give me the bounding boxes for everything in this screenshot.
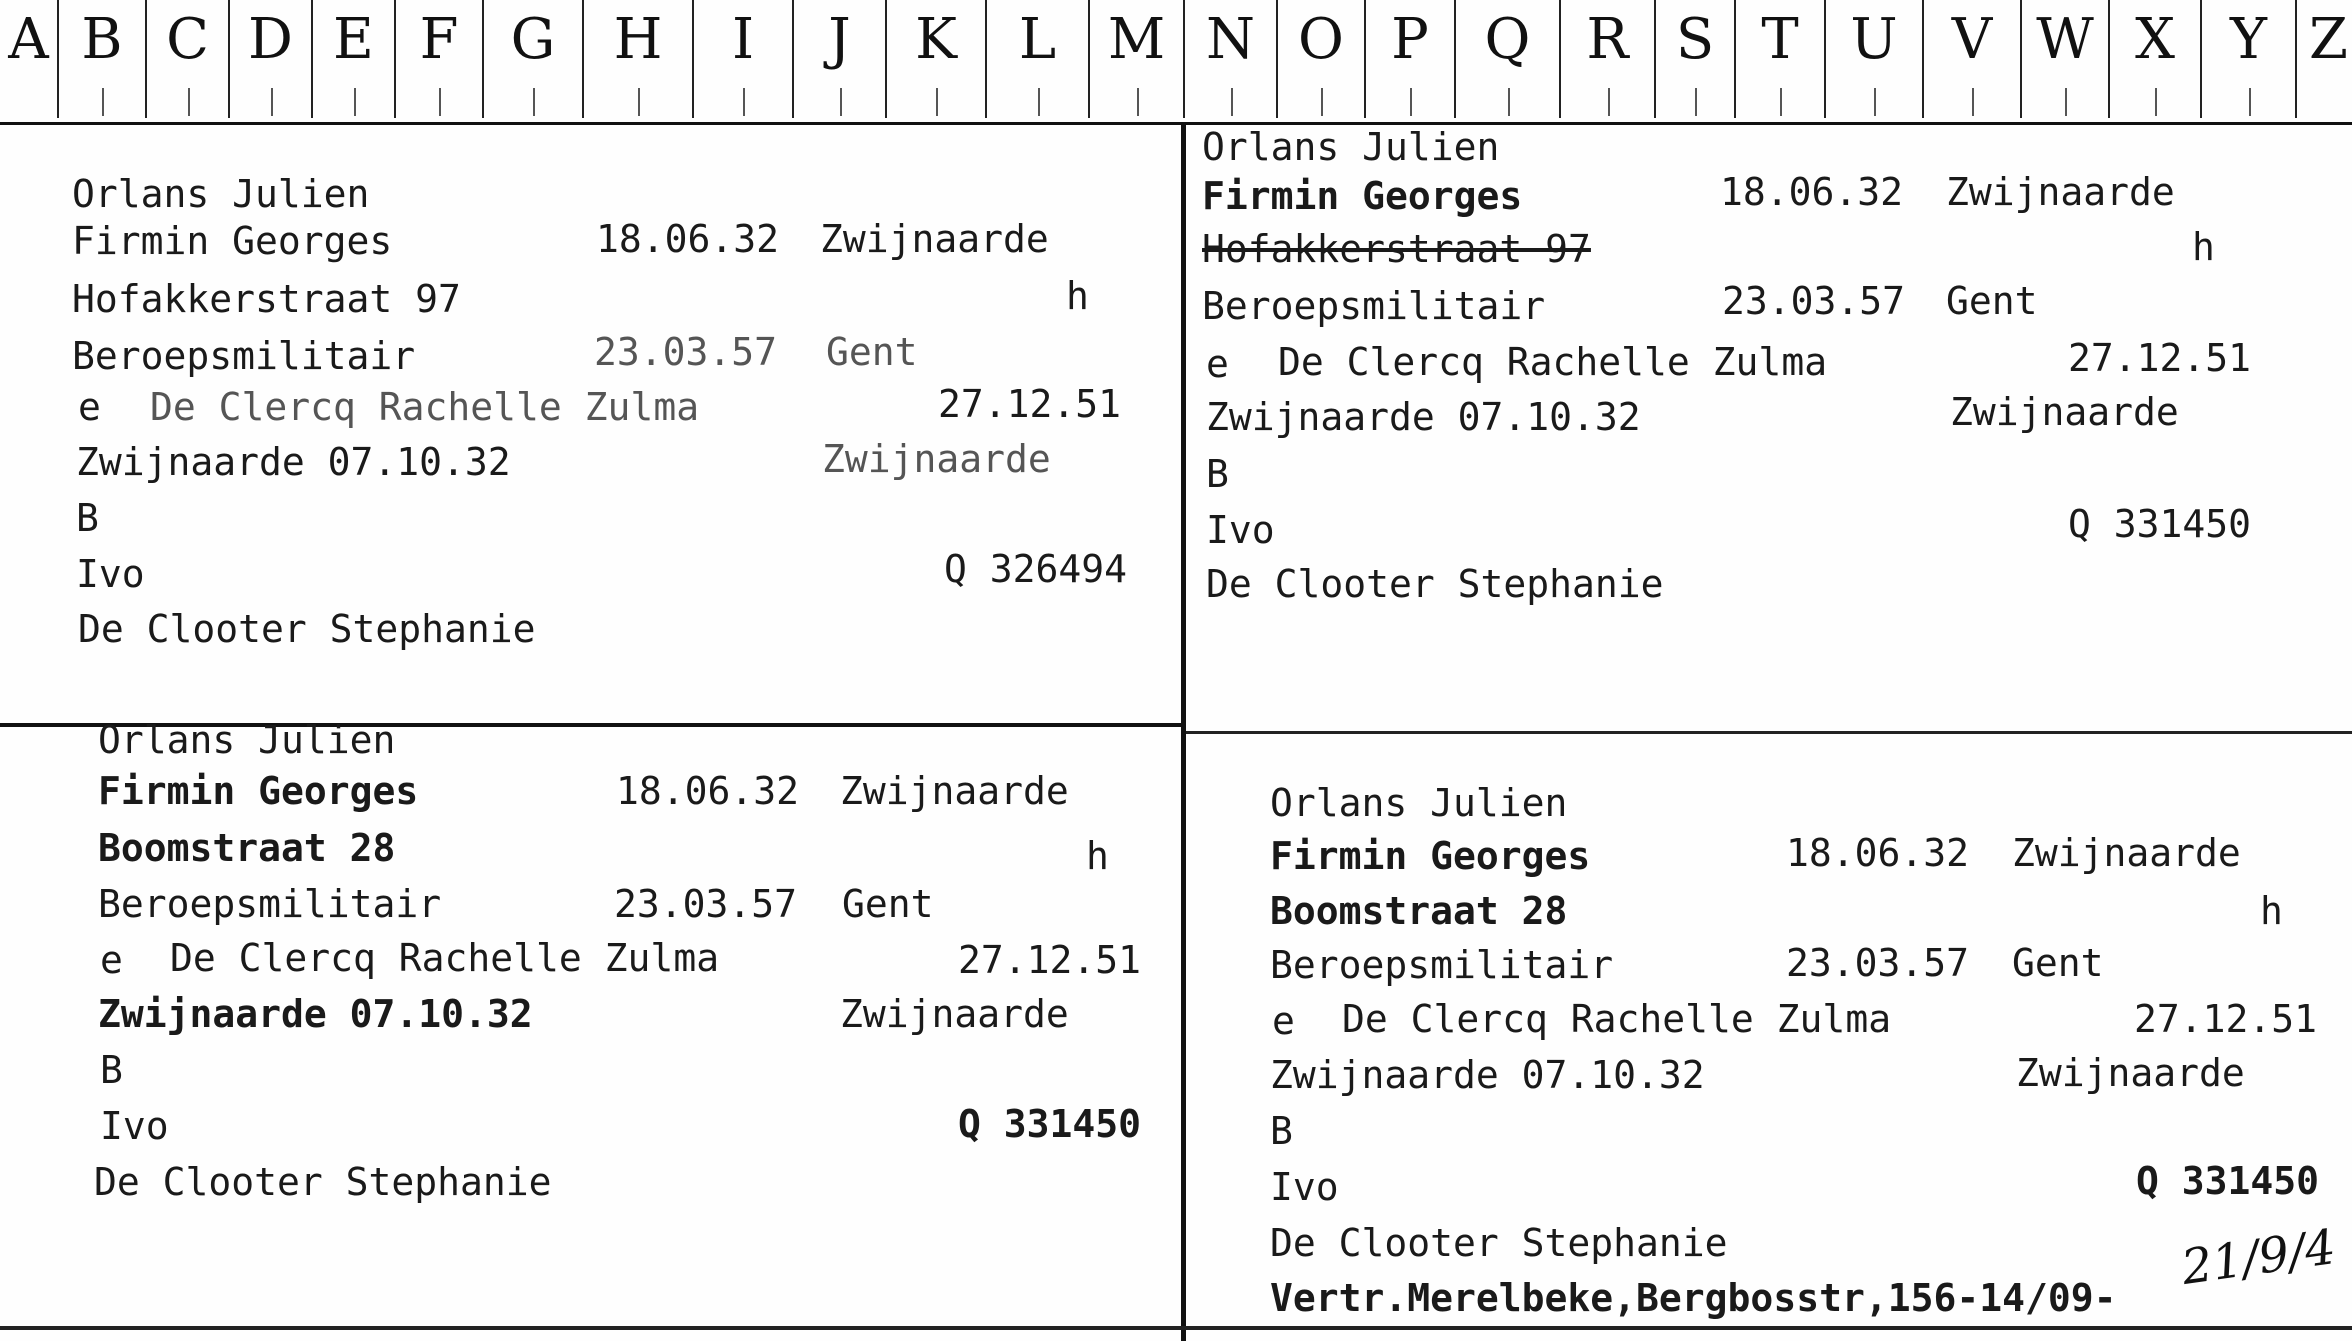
record-card-bottom-right [1186, 734, 2352, 1326]
alpha-letter: G [510, 7, 556, 72]
alpha-letter: F [419, 7, 459, 72]
alpha-tab [1088, 0, 1183, 118]
card-spouse-birth: Zwijnaarde 07.10.32 [1206, 395, 1641, 439]
card-birth-date: 18.06.32 [596, 217, 780, 261]
alpha-letter: M [1107, 7, 1166, 72]
card-code-b: B [100, 1048, 123, 1092]
card-spouse: De Clercq Rachelle Zulma [1278, 340, 1828, 384]
card-entry-date: 23.03.57 [1786, 941, 1970, 985]
card-profession: Beroepsmilitair [1202, 284, 1546, 328]
card-address: Boomstraat 28 [98, 826, 396, 870]
alpha-letter: C [166, 7, 209, 72]
card-address: Hofakkerstraat 97 [72, 277, 461, 321]
card-entry-place: Gent [826, 330, 918, 374]
alpha-tab [0, 0, 57, 118]
card-spouse-birth-place: Zwijnaarde [2016, 1051, 2245, 1095]
bottom-edge-line [0, 1326, 2352, 1330]
alpha-letter: W [2036, 7, 2094, 72]
card-first-names: Firmin Georges [1270, 834, 1591, 878]
card-child: Ivo [76, 552, 145, 596]
card-spouse-prefix: e [1272, 999, 1295, 1043]
card-birth-date: 18.06.32 [616, 769, 800, 813]
card-spouse-birth: Zwijnaarde 07.10.32 [98, 992, 533, 1036]
alpha-tab [1276, 0, 1364, 118]
alpha-letter: T [1761, 7, 1799, 72]
card-entry-place: Gent [2012, 941, 2104, 985]
card-surname: Orlans Julien [1202, 125, 1500, 169]
alpha-letter: L [1018, 7, 1057, 72]
card-number: Q 326494 [944, 547, 1128, 591]
alpha-tab [311, 0, 394, 118]
alpha-letter: Z [2309, 7, 2348, 72]
record-card-bottom-left [0, 718, 1181, 1326]
card-address: Boomstraat 28 [1270, 889, 1568, 933]
card-child-spouse: De Clooter Stephanie [1270, 1221, 1728, 1265]
card-spouse-birth: Zwijnaarde 07.10.32 [1270, 1053, 1705, 1097]
card-first-names: Firmin Georges [1202, 174, 1523, 218]
alpha-tab [1824, 0, 1922, 118]
alpha-letter: J [828, 7, 851, 72]
card-child-spouse: De Clooter Stephanie [1206, 562, 1664, 606]
card-child-spouse: De Clooter Stephanie [78, 607, 536, 651]
card-spouse-prefix: e [78, 385, 101, 429]
card-code-b: B [76, 496, 99, 540]
card-spouse-date: 27.12.51 [958, 938, 1142, 982]
alpha-letter: R [1586, 7, 1629, 72]
alpha-tab [885, 0, 985, 118]
alpha-letter: B [81, 7, 123, 72]
alpha-letter: Q [1484, 7, 1531, 72]
alpha-letter: U [1850, 7, 1898, 72]
card-code-b: B [1270, 1109, 1293, 1153]
alpha-letter: D [248, 7, 293, 72]
alpha-letter: S [1675, 7, 1715, 72]
alpha-letter: V [1951, 7, 1993, 72]
card-spouse-date: 27.12.51 [938, 382, 1122, 426]
card-marker-h: h [1066, 274, 1089, 318]
card-address-crossed-out: Hofakkerstraat 97 [1202, 227, 1591, 271]
alpha-tab [692, 0, 792, 118]
card-spouse-birth-place: Zwijnaarde [840, 992, 1069, 1036]
card-entry-place: Gent [1946, 279, 2038, 323]
alpha-letter: P [1391, 7, 1429, 72]
alpha-tab [1183, 0, 1276, 118]
alpha-tab [1654, 0, 1734, 118]
alpha-tab [1559, 0, 1654, 118]
card-spouse: De Clercq Rachelle Zulma [150, 385, 700, 429]
card-birth-place: Zwijnaarde [2012, 831, 2241, 875]
alpha-letter: A [8, 7, 49, 72]
alpha-tab [2200, 0, 2295, 118]
card-birth-date: 18.06.32 [1786, 831, 1970, 875]
alpha-tab [145, 0, 228, 118]
alpha-tab [2108, 0, 2200, 118]
card-spouse-birth: Zwijnaarde 07.10.32 [76, 440, 511, 484]
card-departure-note: Vertr.Merelbeke,Bergbosstr,156-14/09- [1270, 1276, 2117, 1320]
card-entry-place: Gent [842, 882, 934, 926]
card-number: Q 331450 [2136, 1159, 2320, 1203]
alpha-tab [985, 0, 1088, 118]
card-marker-h: h [2192, 225, 2215, 269]
alpha-tab [1734, 0, 1824, 118]
alpha-tab [394, 0, 482, 118]
alpha-letter: H [613, 7, 663, 72]
card-entry-date: 23.03.57 [594, 330, 778, 374]
card-child: Ivo [1206, 508, 1275, 552]
card-number: Q 331450 [958, 1102, 1142, 1146]
alpha-letter: X [2135, 7, 2175, 72]
alpha-tab [2020, 0, 2108, 118]
card-spouse: De Clercq Rachelle Zulma [170, 936, 720, 980]
alpha-tab [57, 0, 145, 118]
card-birth-place: Zwijnaarde [840, 769, 1069, 813]
card-profession: Beroepsmilitair [1270, 943, 1614, 987]
card-birth-place: Zwijnaarde [820, 217, 1049, 261]
record-card-top-left [0, 125, 1181, 723]
card-birth-place: Zwijnaarde [1946, 170, 2175, 214]
card-entry-date: 23.03.57 [1722, 279, 1906, 323]
card-spouse: De Clercq Rachelle Zulma [1342, 997, 1892, 1041]
card-marker-h: h [1086, 834, 1109, 878]
card-child-spouse: De Clooter Stephanie [94, 1160, 552, 1204]
card-birth-date: 18.06.32 [1720, 170, 1904, 214]
card-spouse-prefix: e [100, 938, 123, 982]
card-spouse-date: 27.12.51 [2068, 336, 2252, 380]
card-spouse-date: 27.12.51 [2134, 997, 2318, 1041]
card-child: Ivo [100, 1104, 169, 1148]
card-number: Q 331450 [2068, 502, 2252, 546]
alpha-letter: E [333, 7, 374, 72]
card-surname: Orlans Julien [98, 718, 396, 762]
card-profession: Beroepsmilitair [72, 334, 416, 378]
record-card-top-right [1186, 125, 2352, 731]
card-code-b: B [1206, 452, 1229, 496]
alpha-letter: N [1206, 7, 1255, 72]
handwritten-date-note: 21/9/4 [2178, 1219, 2339, 1296]
card-spouse-birth-place: Zwijnaarde [1950, 390, 2179, 434]
card-spouse-birth-place: Zwijnaarde [822, 437, 1051, 481]
card-first-names: Firmin Georges [98, 769, 419, 813]
alpha-letter: I [731, 7, 755, 72]
card-spouse-prefix: e [1206, 342, 1229, 386]
alpha-tab [1364, 0, 1454, 118]
card-marker-h: h [2260, 889, 2283, 933]
card-surname: Orlans Julien [72, 172, 370, 216]
card-entry-date: 23.03.57 [614, 882, 798, 926]
alpha-tab [1454, 0, 1559, 118]
alpha-tab [482, 0, 582, 118]
card-surname: Orlans Julien [1270, 781, 1568, 825]
alpha-tab [228, 0, 311, 118]
alpha-tab [582, 0, 692, 118]
card-profession: Beroepsmilitair [98, 882, 442, 926]
alpha-letter: Y [2230, 7, 2267, 72]
alpha-tab [792, 0, 885, 118]
alpha-letter: O [1298, 7, 1344, 72]
alpha-letter: K [915, 7, 957, 72]
alphabet-ruler [0, 0, 2352, 125]
alpha-tab [1922, 0, 2020, 118]
card-child: Ivo [1270, 1165, 1339, 1209]
card-first-names: Firmin Georges [72, 219, 393, 263]
alpha-tab [2295, 0, 2352, 118]
